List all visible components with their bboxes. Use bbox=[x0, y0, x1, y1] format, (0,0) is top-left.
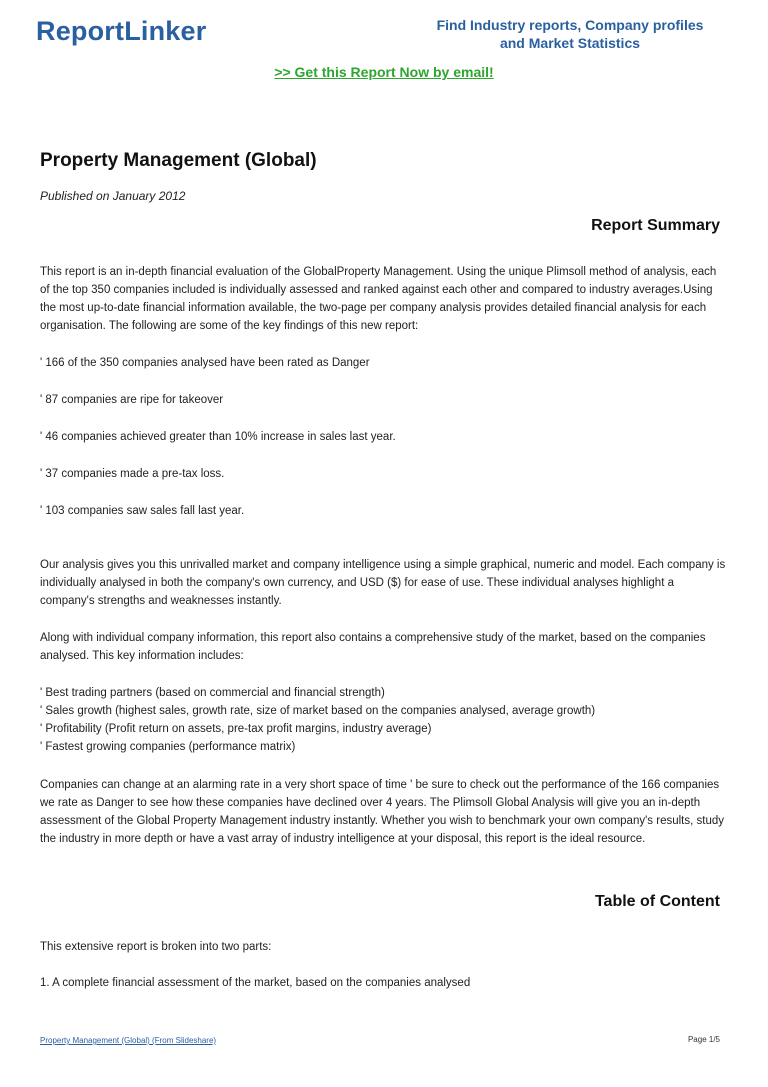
page-title: Property Management (Global) bbox=[40, 150, 317, 171]
change-paragraph: Companies can change at an alarming rate in a very short space of time ' be sure to check out the performance of the 166 companies we rate as Danger to see how these companies have declined over 4 years. The Plimsoll Global Analysis will give you an in-depth assessment of the Global Property Management industry instantly. Whether you wish to benchmark your own company's results, study the industry in more depth or have a vast array of industry intelligence at your disposal, this report is the ideal resource. bbox=[40, 779, 724, 845]
analysis-paragraph: Our analysis gives you this unrivalled market and company intelligence using a simple graphical, numeric and model. Each company is individually analysed in both the company's own currency, and USD ($) for ease of use. These individual analyses highlight a company's strengths and weaknesses instantly. bbox=[40, 559, 726, 607]
list-item: ' Profitability (Profit return on assets, pre-tax profit margins, industry average) bbox=[40, 723, 432, 735]
finding-item: ' 37 companies made a pre-tax loss. bbox=[40, 468, 225, 480]
tagline bbox=[400, 16, 740, 52]
finding-item: ' 103 companies saw sales fall last year. bbox=[40, 505, 245, 517]
list-item: ' Fastest growing companies (performance matrix) bbox=[40, 741, 296, 753]
footer-source-link[interactable]: Property Management (Global) (From Slideshare) bbox=[40, 1036, 217, 1045]
finding-item: ' 46 companies achieved greater than 10% increase in sales last year. bbox=[40, 431, 396, 443]
report-summary-heading: Report Summary bbox=[591, 217, 720, 234]
intro-paragraph: This report is an in-depth financial evaluation of the GlobalProperty Management. Using the unique Plimsoll method of analysis, each of the top 350 companies included is individually assessed and ranked against each other and compared to industry averages.Using the most up-to-date financial information available, the two-page per company analysis provides detailed financial analysis for each organisation. The following are some of the key findings of this new report: bbox=[40, 266, 717, 332]
list-item: ' Sales growth (highest sales, growth rate, size of market based on the companies analysed, average growth) bbox=[40, 705, 596, 717]
toc-intro: This extensive report is broken into two parts: bbox=[40, 941, 272, 953]
tagline-line-1: Find Industry reports, Company profiles bbox=[436, 17, 704, 33]
tagline-line-2: and Market Statistics bbox=[499, 35, 641, 51]
get-report-link-wrap bbox=[0, 64, 768, 82]
key-info-list bbox=[40, 684, 728, 756]
toc-item: 1. A complete financial assessment of the market, based on the companies analysed bbox=[40, 977, 471, 989]
along-paragraph: Along with individual company information, this report also contains a comprehensive study of the market, based on the companies analysed. This key information includes: bbox=[40, 632, 706, 662]
get-report-link[interactable]: >> Get this Report Now by email! bbox=[274, 64, 494, 80]
toc-heading: Table of Content bbox=[594, 893, 720, 910]
published-date: Published on January 2012 bbox=[40, 189, 186, 203]
list-item: ' Best trading partners (based on commercial and financial strength) bbox=[40, 687, 385, 699]
page-number: Page 1/5 bbox=[687, 1035, 720, 1044]
finding-item: ' 87 companies are ripe for takeover bbox=[40, 394, 224, 406]
finding-item: ' 166 of the 350 companies analysed have been rated as Danger bbox=[40, 357, 370, 369]
reportlinker-logo[interactable]: ReportLinker bbox=[36, 16, 207, 46]
